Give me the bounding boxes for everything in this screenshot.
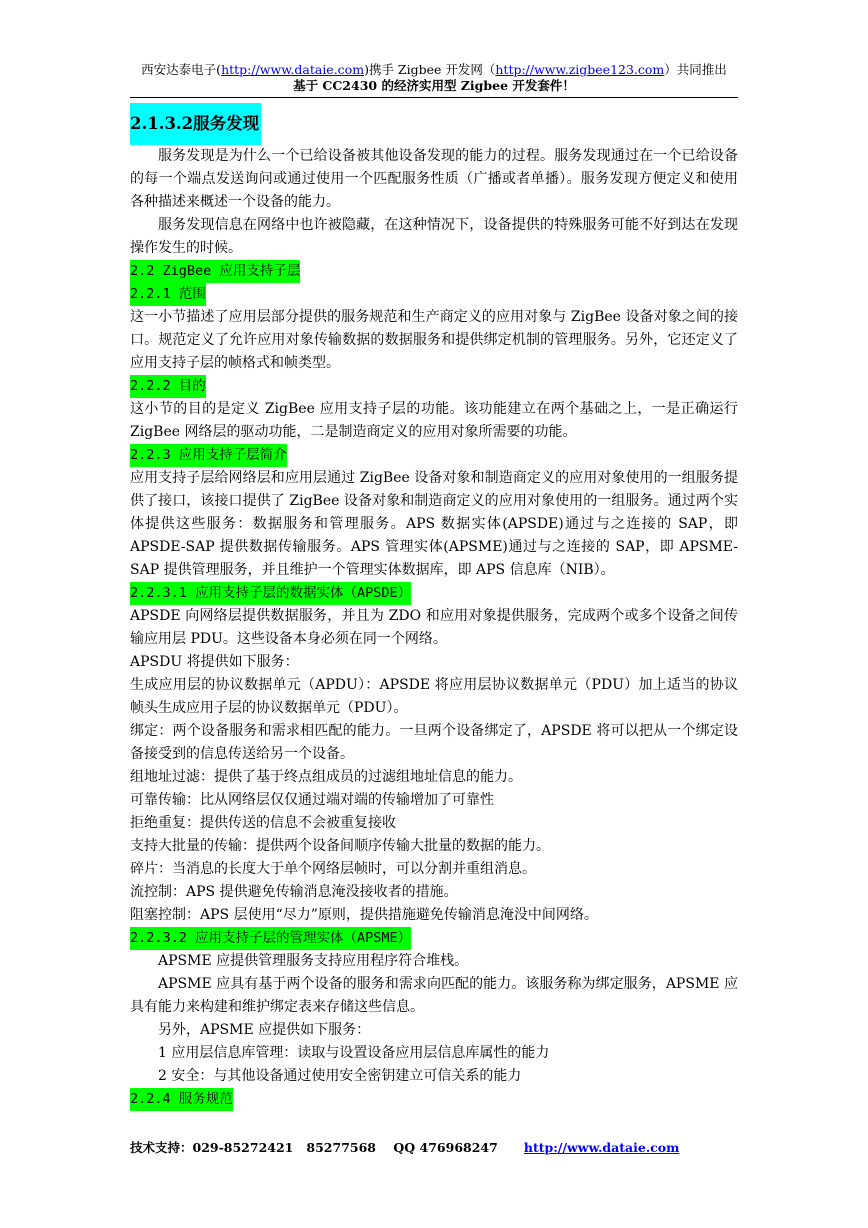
paragraph: 应用支持子层给网络层和应用层通过 ZigBee 设备对象和制造商定义的应用对象使用的一组服务提供了接口，该接口提供了 ZigBee 设备对象和制造商定义的应用对象使用的一组服务。通过两个实体提供这些服务：数据服务和管理服务。APS 数据实体(APSDE)通过与之连接的 SAP，即 APSDE-SAP 提供数据传输服务。APS 管理实体(APSME)通过与之连接的 SAP，即 APSME-SAP 提供管理服务，并且维护一个管理实体数据库，即 APS 信息库（NIB）。	[130, 470, 738, 578]
list-item: 2 安全：与其他设备通过使用安全密钥建立可信关系的能力	[158, 1068, 522, 1084]
section-heading-2-1-3-2: 2.1.3.2服务发现	[130, 103, 261, 145]
header-line-2: 基于 CC2430 的经济实用型 Zigbee 开发套件！	[293, 78, 575, 93]
paragraph: 服务发现信息在网络中也许被隐藏，在这种情况下，设备提供的特殊服务可能不好到达在发现操作发生的时候。	[130, 217, 738, 256]
section-heading-2-2: 2.2 ZigBee 应用支持子层	[130, 260, 300, 283]
header-line-1	[0, 62, 868, 78]
paragraph: 组地址过滤：提供了基于终点组成员的过滤组地址信息的能力。	[130, 769, 522, 785]
zigbee123-link[interactable]: http://www.zigbee123.com	[495, 62, 665, 77]
page-header	[0, 62, 868, 94]
paragraph: APSME 应提供管理服务支持应用程序符合堆栈。	[158, 953, 469, 969]
list-item: 1 应用层信息库管理：读取与设置设备应用层信息库属性的能力	[158, 1045, 550, 1061]
paragraph: APSDE 向网络层提供数据服务，并且为 ZDO 和应用对象提供服务，完成两个或多个设备之间传输应用层 PDU。这些设备本身必须在同一个网络。	[130, 608, 738, 647]
paragraph: 生成应用层的协议数据单元（APDU）：APSDE 将应用层协议数据单元（PDU）加上适当的协议帧头生成应用子层的协议数据单元（PDU）。	[130, 677, 738, 716]
dataie-link[interactable]: http://www.dataie.com	[221, 62, 365, 77]
paragraph: 这小节的目的是定义 ZigBee 应用支持子层的功能。该功能建立在两个基础之上，一是正确运行 ZigBee 网络层的驱动功能，二是制造商定义的应用对象所需要的功能。	[130, 401, 738, 440]
section-heading-2-2-1: 2.2.1 范围	[130, 283, 206, 306]
paragraph: 绑定：两个设备服务和需求相匹配的能力。一旦两个设备绑定了，APSDE 将可以把从一个绑定设备接受到的信息传送给另一个设备。	[130, 723, 738, 762]
document-body	[130, 103, 738, 1111]
paragraph: APSME 应具有基于两个设备的服务和需求向匹配的能力。该服务称为绑定服务，APSME 应具有能力来构建和维护绑定表来存储这些信息。	[130, 976, 738, 1015]
paragraph: 另外，APSME 应提供如下服务：	[158, 1022, 371, 1038]
section-heading-2-2-2: 2.2.2 目的	[130, 375, 206, 398]
section-heading-2-2-3-2: 2.2.3.2 应用支持子层的管理实体（APSME）	[130, 927, 411, 950]
paragraph: APSDU 将提供如下服务：	[130, 654, 299, 670]
paragraph: 支持大批量的传输：提供两个设备间顺序传输大批量的数据的能力。	[130, 838, 550, 854]
paragraph: 阻塞控制：APS 层使用“尽力”原则，提供措施避免传输消息淹没中间网络。	[130, 907, 598, 923]
paragraph: 服务发现是为什么一个已给设备被其他设备发现的能力的过程。服务发现通过在一个已给设备的每一个端点发送询问或通过使用一个匹配服务性质（广播或者单播）。服务发现方便定义和使用各种描述来概述一个设备的能力。	[130, 148, 738, 210]
header-text: 西安达泰电子(	[141, 62, 222, 77]
section-heading-2-2-3: 2.2.3 应用支持子层简介	[130, 444, 287, 467]
header-text: )携手 Zigbee 开发网（	[364, 62, 496, 77]
paragraph: 碎片：当消息的长度大于单个网络层帧时，可以分割并重组消息。	[130, 861, 536, 877]
page-footer	[130, 1138, 679, 1156]
paragraph: 拒绝重复：提供传送的信息不会被重复接收	[130, 815, 396, 831]
section-heading-2-2-3-1: 2.2.3.1 应用支持子层的数据实体（APSDE）	[130, 582, 411, 605]
footer-dataie-link[interactable]: http://www.dataie.com	[523, 1140, 680, 1155]
paragraph: 这一小节描述了应用层部分提供的服务规范和生产商定义的应用对象与 ZigBee 设备对象之间的接口。规范定义了允许应用对象传输数据的数据服务和提供绑定机制的管理服务。另外，它还定义了应用支持子层的帧格式和帧类型。	[130, 309, 738, 371]
support-contact: 技术支持：029-85272421 85277568 QQ 476968247	[130, 1140, 524, 1155]
paragraph: 可靠传输：比从网络层仅仅通过端对端的传输增加了可靠性	[130, 792, 494, 808]
header-divider	[130, 97, 738, 98]
section-heading-2-2-4: 2.2.4 服务规范	[130, 1088, 233, 1111]
header-text: ）共同推出	[664, 62, 727, 77]
paragraph: 流控制：APS 提供避免传输消息淹没接收者的措施。	[130, 884, 458, 900]
